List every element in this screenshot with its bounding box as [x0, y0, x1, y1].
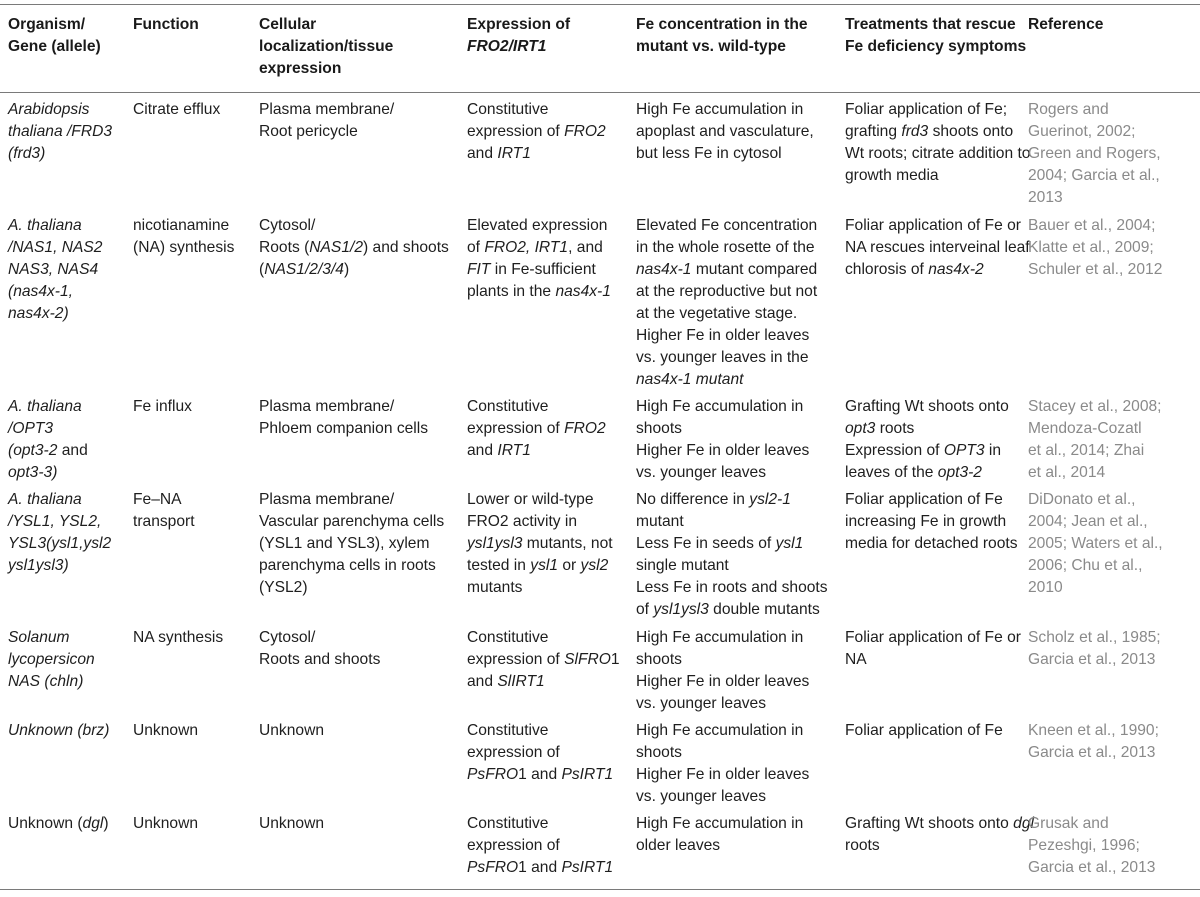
cell-line: Unknown: [259, 815, 325, 832]
cell-line: ysl1ysl3 mutants, not: [467, 535, 613, 552]
cell-line: Grusak and: [1028, 815, 1109, 832]
cell-line: but less Fe in cytosol: [636, 145, 782, 162]
cell-line: at the reproductive but not: [636, 283, 818, 300]
row-2-fe-concentration-cell: [636, 215, 840, 391]
cell-line: 2005; Waters et al.,: [1028, 535, 1163, 552]
cell-line: of FRO2, IRT1, and: [467, 239, 603, 256]
cell-line: Solanum: [8, 629, 70, 646]
row-1-function-cell: [133, 99, 253, 121]
cell-line: Plasma membrane/: [259, 101, 395, 118]
row-6-organism-gene-cell: [8, 720, 126, 742]
row-7-rescue-treatments-cell: [845, 813, 1034, 857]
cell-line: Fe deficiency symptoms: [845, 38, 1027, 55]
cell-line: vs. younger leaves in the: [636, 349, 809, 366]
row-7-organism-gene-cell: [8, 813, 126, 835]
cell-line: Less Fe in seeds of ysl1: [636, 535, 804, 552]
cell-line: Cytosol/: [259, 629, 316, 646]
table-header-rule: [0, 92, 1200, 93]
row-3-rescue-treatments-cell: [845, 396, 1025, 484]
cell-line: and IRT1: [467, 442, 531, 459]
cell-line: Unknown (brz): [8, 722, 110, 739]
cell-line: FRO2/IRT1: [467, 38, 547, 55]
cell-line: 2004; Jean et al.,: [1028, 513, 1148, 530]
cell-line: Green and Rogers,: [1028, 145, 1161, 162]
cell-line: A. thaliana: [8, 398, 82, 415]
cell-line: Wt roots; citrate addition to: [845, 145, 1031, 162]
row-6-localization-cell: [259, 720, 464, 742]
row-1-rescue-treatments-cell: [845, 99, 1031, 187]
cell-line: of ysl1ysl3 double mutants: [636, 601, 820, 618]
cell-line: /OPT3: [8, 420, 54, 437]
row-4-rescue-treatments-cell: [845, 489, 1025, 555]
cell-line: expression of: [467, 744, 560, 761]
header-function-cell: [133, 14, 253, 36]
cell-line: chlorosis of nas4x-2: [845, 261, 984, 278]
cell-line: Guerinot, 2002;: [1028, 123, 1136, 140]
cell-line: Schuler et al., 2012: [1028, 261, 1163, 278]
cell-line: expression: [259, 60, 342, 77]
cell-line: Fe influx: [133, 398, 192, 415]
cell-line: Constitutive: [467, 398, 549, 415]
header-rescue-treatments-cell: [845, 14, 1025, 58]
cell-line: Grafting Wt shoots onto: [845, 398, 1009, 415]
row-4-function-cell: [133, 489, 253, 533]
cell-line: Fe concentration in the: [636, 16, 808, 33]
cell-line: Stacey et al., 2008;: [1028, 398, 1162, 415]
cell-line: DiDonato et al.,: [1028, 491, 1136, 508]
header-fe-concentration-cell: [636, 14, 840, 58]
cell-line: /YSL1, YSL2,: [8, 513, 102, 530]
cell-line: transport: [133, 513, 195, 530]
cell-line: Root pericycle: [259, 123, 358, 140]
cell-line: Scholz et al., 1985;: [1028, 629, 1161, 646]
cell-line: expression of FRO2: [467, 123, 606, 140]
cell-line: Reference: [1028, 16, 1104, 33]
cell-line: Cytosol/: [259, 217, 316, 234]
row-1-localization-cell: [259, 99, 464, 143]
row-3-organism-gene-cell: [8, 396, 126, 484]
cell-line: leaves of the opt3-2: [845, 464, 982, 481]
row-6-reference-cell: [1028, 720, 1196, 764]
cell-line: High Fe accumulation in: [636, 398, 804, 415]
cell-line: Elevated Fe concentration: [636, 217, 818, 234]
cell-line: Garcia et al., 2013: [1028, 744, 1156, 761]
row-3-reference-cell: [1028, 396, 1196, 484]
cell-line: Unknown (dgl): [8, 815, 109, 832]
row-4-organism-gene-cell: [8, 489, 126, 577]
cell-line: in the whole rosette of the: [636, 239, 815, 256]
cell-line: parenchyma cells in roots: [259, 557, 436, 574]
cell-line: grafting frd3 shoots onto: [845, 123, 1014, 140]
cell-line: Kneen et al., 1990;: [1028, 722, 1159, 739]
cell-line: et al., 2014: [1028, 464, 1106, 481]
row-2-expression-cell: [467, 215, 631, 303]
row-1-reference-cell: [1028, 99, 1196, 209]
row-5-reference-cell: [1028, 627, 1196, 671]
header-organism-gene-cell: [8, 14, 126, 58]
row-1-fe-concentration-cell: [636, 99, 840, 165]
cell-line: (frd3): [8, 145, 46, 162]
cell-line: Grafting Wt shoots onto dgl: [845, 815, 1034, 832]
row-2-function-cell: [133, 215, 253, 259]
cell-line: A. thaliana: [8, 491, 82, 508]
cell-line: shoots: [636, 744, 682, 761]
cell-line: apoplast and vasculature,: [636, 123, 814, 140]
row-7-fe-concentration-cell: [636, 813, 840, 857]
cell-line: shoots: [636, 651, 682, 668]
row-5-expression-cell: [467, 627, 631, 693]
header-localization-cell: [259, 14, 464, 80]
cell-line: nas4x-1 mutant compared: [636, 261, 818, 278]
cell-line: shoots: [636, 420, 682, 437]
cell-line: NAS3, NAS4: [8, 261, 99, 278]
cell-line: Garcia et al., 2013: [1028, 859, 1156, 876]
cell-line: (NAS1/2/3/4): [259, 261, 350, 278]
cell-line: Foliar application of Fe: [845, 491, 1003, 508]
cell-line: Fe–NA: [133, 491, 182, 508]
cell-line: YSL3(ysl1,ysl2: [8, 535, 112, 552]
cell-line: older leaves: [636, 837, 721, 854]
cell-line: growth media: [845, 167, 939, 184]
row-1-organism-gene-cell: [8, 99, 126, 165]
row-4-fe-concentration-cell: [636, 489, 840, 621]
cell-line: nas4x-2): [8, 305, 69, 322]
cell-line: Higher Fe in older leaves: [636, 442, 810, 459]
cell-line: NA rescues interveinal leaf: [845, 239, 1030, 256]
row-3-fe-concentration-cell: [636, 396, 840, 484]
cell-line: Roots (NAS1/2) and shoots: [259, 239, 449, 256]
cell-line: increasing Fe in growth: [845, 513, 1007, 530]
cell-line: expression of FRO2: [467, 420, 606, 437]
cell-line: mutant: [636, 513, 684, 530]
cell-line: Arabidopsis: [8, 101, 90, 118]
cell-line: vs. younger leaves: [636, 695, 767, 712]
cell-line: /NAS1, NAS2: [8, 239, 103, 256]
cell-line: Mendoza-Cozatl: [1028, 420, 1142, 437]
cell-line: Vascular parenchyma cells: [259, 513, 445, 530]
cell-line: nicotianamine: [133, 217, 230, 234]
row-7-function-cell: [133, 813, 253, 835]
row-2-localization-cell: [259, 215, 464, 281]
row-5-localization-cell: [259, 627, 464, 671]
row-2-reference-cell: [1028, 215, 1196, 281]
row-5-function-cell: [133, 627, 253, 649]
cell-line: Unknown: [259, 722, 325, 739]
cell-line: et al., 2014; Zhai: [1028, 442, 1145, 459]
cell-line: Foliar application of Fe or: [845, 217, 1021, 234]
cell-line: vs. younger leaves: [636, 464, 767, 481]
cell-line: expression of SlFRO1: [467, 651, 620, 668]
cell-line: (YSL2): [259, 579, 308, 596]
cell-line: plants in the nas4x-1: [467, 283, 611, 300]
row-4-expression-cell: [467, 489, 631, 599]
cell-line: Constitutive: [467, 815, 549, 832]
cell-line: media for detached roots: [845, 535, 1018, 552]
row-4-reference-cell: [1028, 489, 1196, 599]
cell-line: (opt3-2 and: [8, 442, 88, 459]
cell-line: PsFRO1 and PsIRT1: [467, 859, 614, 876]
cell-line: NAS (chln): [8, 673, 84, 690]
row-2-rescue-treatments-cell: [845, 215, 1030, 281]
cell-line: Treatments that rescue: [845, 16, 1016, 33]
cell-line: Roots and shoots: [259, 651, 381, 668]
cell-line: 2006; Chu et al.,: [1028, 557, 1143, 574]
cell-line: Higher Fe in older leaves: [636, 766, 810, 783]
cell-line: nas4x-1 mutant: [636, 371, 744, 388]
cell-line: mutants: [467, 579, 523, 596]
row-5-fe-concentration-cell: [636, 627, 840, 715]
cell-line: thaliana /FRD3: [8, 123, 113, 140]
row-3-expression-cell: [467, 396, 631, 462]
cell-line: Foliar application of Fe;: [845, 101, 1008, 118]
cell-line: opt3-3): [8, 464, 58, 481]
cell-line: Constitutive: [467, 101, 549, 118]
cell-line: Cellular: [259, 16, 317, 33]
cell-line: single mutant: [636, 557, 729, 574]
cell-line: Constitutive: [467, 722, 549, 739]
cell-line: vs. younger leaves: [636, 788, 767, 805]
cell-line: (YSL1 and YSL3), xylem: [259, 535, 430, 552]
row-3-function-cell: [133, 396, 253, 418]
row-2-organism-gene-cell: [8, 215, 126, 325]
cell-line: (nas4x-1,: [8, 283, 74, 300]
row-1-expression-cell: [467, 99, 631, 165]
cell-line: localization/tissue: [259, 38, 394, 55]
cell-line: NA: [845, 651, 867, 668]
cell-line: Unknown: [133, 722, 199, 739]
cell-line: 2013: [1028, 189, 1063, 206]
cell-line: at the vegetative stage.: [636, 305, 798, 322]
cell-line: lycopersicon: [8, 651, 95, 668]
cell-line: Rogers and: [1028, 101, 1109, 118]
cell-line: expression of: [467, 837, 560, 854]
row-6-fe-concentration-cell: [636, 720, 840, 808]
cell-line: Constitutive: [467, 629, 549, 646]
row-7-reference-cell: [1028, 813, 1196, 879]
cell-line: PsFRO1 and PsIRT1: [467, 766, 614, 783]
cell-line: Higher Fe in older leaves: [636, 673, 810, 690]
cell-line: Plasma membrane/: [259, 491, 395, 508]
table-top-rule: [0, 4, 1200, 5]
cell-line: Citrate efflux: [133, 101, 221, 118]
cell-line: Less Fe in roots and shoots: [636, 579, 828, 596]
row-6-rescue-treatments-cell: [845, 720, 1025, 742]
cell-line: and IRT1: [467, 145, 531, 162]
cell-line: Higher Fe in older leaves: [636, 327, 810, 344]
cell-line: Phloem companion cells: [259, 420, 429, 437]
cell-line: Function: [133, 16, 199, 33]
cell-line: FIT in Fe-sufficient: [467, 261, 596, 278]
table-bottom-rule: [0, 889, 1200, 890]
header-reference-cell: [1028, 14, 1196, 36]
cell-line: Bauer et al., 2004;: [1028, 217, 1156, 234]
cell-line: Plasma membrane/: [259, 398, 395, 415]
cell-line: roots: [845, 837, 880, 854]
cell-line: Pezeshgi, 1996;: [1028, 837, 1140, 854]
row-5-organism-gene-cell: [8, 627, 126, 693]
row-6-expression-cell: [467, 720, 631, 786]
cell-line: A. thaliana: [8, 217, 82, 234]
cell-line: Foliar application of Fe or: [845, 629, 1021, 646]
cell-line: tested in ysl1 or ysl2: [467, 557, 609, 574]
cell-line: 2004; Garcia et al.,: [1028, 167, 1160, 184]
cell-line: (NA) synthesis: [133, 239, 235, 256]
cell-line: Elevated expression: [467, 217, 608, 234]
row-7-expression-cell: [467, 813, 631, 879]
row-7-localization-cell: [259, 813, 464, 835]
cell-line: opt3 roots: [845, 420, 915, 437]
cell-line: Organism/: [8, 16, 86, 33]
cell-line: Foliar application of Fe: [845, 722, 1003, 739]
cell-line: Lower or wild-type: [467, 491, 594, 508]
cell-line: and SlIRT1: [467, 673, 545, 690]
cell-line: FRO2 activity in: [467, 513, 578, 530]
cell-line: Expression of OPT3 in: [845, 442, 1002, 459]
cell-line: ysl1ysl3): [8, 557, 69, 574]
cell-line: High Fe accumulation in: [636, 101, 804, 118]
header-expression-cell: [467, 14, 631, 58]
cell-line: Gene (allele): [8, 38, 101, 55]
cell-line: mutant vs. wild-type: [636, 38, 786, 55]
cell-line: No difference in ysl2-1: [636, 491, 791, 508]
cell-line: High Fe accumulation in: [636, 629, 804, 646]
cell-line: Unknown: [133, 815, 199, 832]
cell-line: High Fe accumulation in: [636, 722, 804, 739]
cell-line: Garcia et al., 2013: [1028, 651, 1156, 668]
row-4-localization-cell: [259, 489, 464, 599]
cell-line: NA synthesis: [133, 629, 224, 646]
cell-line: 2010: [1028, 579, 1063, 596]
row-3-localization-cell: [259, 396, 464, 440]
row-5-rescue-treatments-cell: [845, 627, 1025, 671]
cell-line: Klatte et al., 2009;: [1028, 239, 1154, 256]
cell-line: High Fe accumulation in: [636, 815, 804, 832]
cell-line: Expression of: [467, 16, 571, 33]
row-6-function-cell: [133, 720, 253, 742]
